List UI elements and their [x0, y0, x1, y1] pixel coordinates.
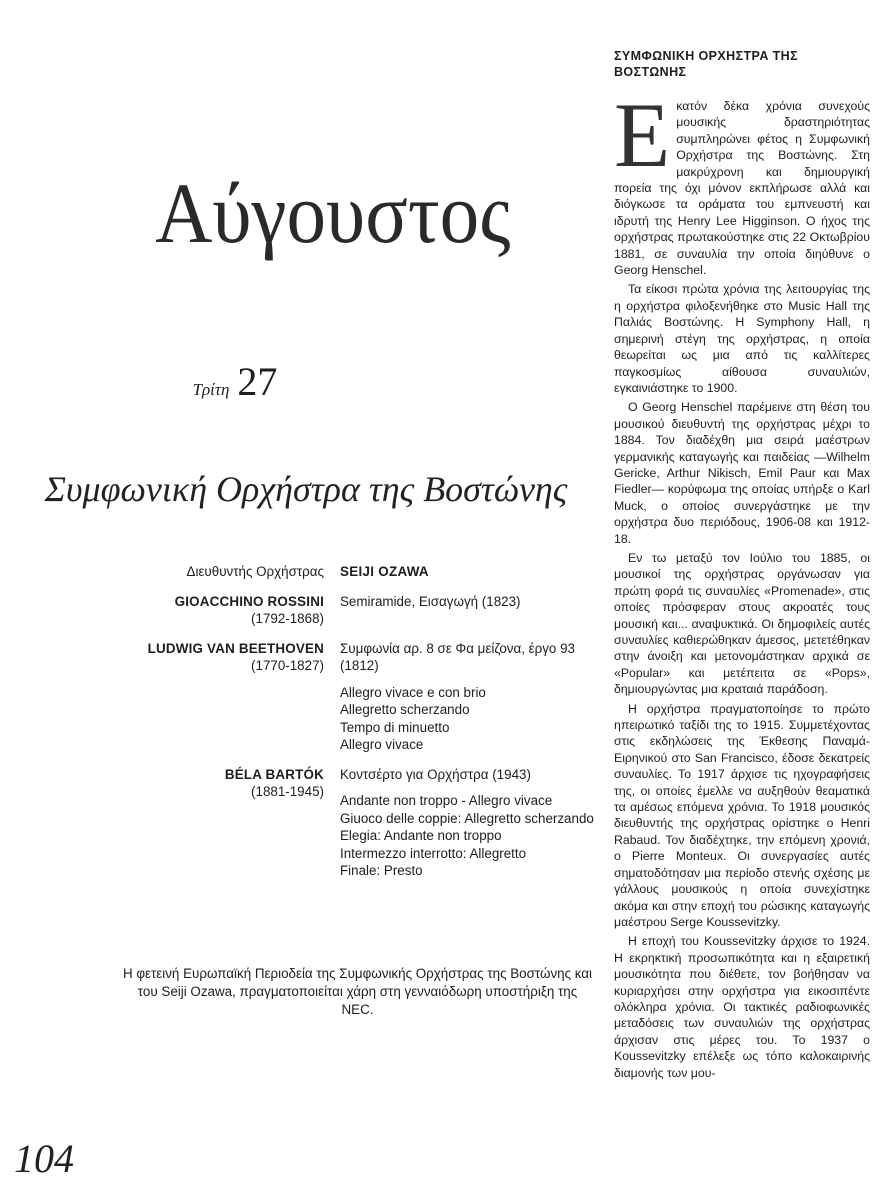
article-paragraph	[614, 84, 870, 278]
composer-dates: (1792-1868)	[251, 611, 324, 626]
movement-item: Allegro vivace	[340, 737, 424, 752]
article-title: ΣΥΜΦΩΝΙΚΗ ΟΡΧΗΣΤΡΑ ΤΗΣ ΒΟΣΤΩΝΗΣ	[614, 49, 798, 79]
article-paragraph: Η ορχήστρα πραγματοποίησε το πρώτο ηπειρωτικό ταξίδι της το 1915. Συμμετέχοντας στις εκδηλώσεις της Έκθεσης Παναμά-Ειρηνικού στο San Francisco, έδοσε δεκατρείς συναυλίες. Το 1917 άρχισε τις ηχογραφήσεις της, οι οποίες έμελλε να αυξηθούν θεαματικά τα αμέσως επόμενα χρόνια. Το 1918 μουσικός διευθυντής της ορχήστρας ορίστηκε ο Henri Rabaud. Τον διαδέχτηκε, την επόμενη χρονιά, ο Pierre Monteux. Οι συνεργασίες αυτές σηματοδότησαν μια περίοδο στενής σχέσης με γάλλους μουσικούς η οποία συνεχίστηκε ακόμα και στην εποχή του ρώσικης καταγωγής μαέστρου Serge Koussevitzky.	[614, 701, 870, 929]
conductor-row	[90, 563, 605, 581]
composer-name: LUDWIG VAN BEETHOVEN	[147, 640, 324, 656]
work-title: Semiramide, Εισαγωγή (1823)	[340, 593, 521, 609]
first-paragraph-text: κατόν δέκα χρόνια συνεχούς μουσικής δραστηριότητας συμπληρώνει φέτος η Συμφωνική Ορχήστρα της Βοστώνης. Στη μακρύχρονη και δημιουργική πορεία της όχι μόνον εκπλήρωσε αλλά και διόγκωσε τα οράματα του εμπνευστή και ιδρυτή της Henry Lee Higginson. O ήχος της ορχήστρας πρωτακούστηκε στις 22 Οκτωβρίου 1881, σε συναυλία την οποία διηύθυνε ο Georg Henschel.	[614, 99, 870, 278]
composer-dates: (1770-1827)	[251, 658, 324, 673]
movement-item: Andante non troppo - Allegro vivace	[340, 793, 553, 808]
article-paragraph: Η εποχή του Koussevitzky άρχισε το 1924. Η εκρηκτική προσωπικότητα και η εξαιρετική μουσικότητα που διέθετε, τον βοήθησαν να κυριαρχήσει στην ορχήστρα για εικοσιπέντε ολόκληρα χρόνια. Οι τακτικές ραδιοφωνικές μεταδόσεις των συναυλιών της ορχήστρας άρχισαν στις μέρες του. Το 1937 ο Koussevitzky επέλεξε ως τόπο καλοκαιρινής διαμονής των μου-	[614, 934, 870, 1080]
composer-block	[90, 640, 340, 754]
movement-list	[340, 792, 605, 880]
work-details	[340, 640, 605, 754]
composer-block	[90, 766, 340, 880]
movement-item: Allegro vivace e con brio	[340, 684, 486, 700]
weekday: Τρίτη	[192, 380, 230, 399]
work-title: Συμφωνία αρ. 8 σε Φα μείζονα, έργο 93 (1812)	[340, 640, 575, 673]
concert-title: Συμφωνική Ορχήστρα της Βοστώνης	[44, 469, 568, 509]
composer-block	[90, 593, 340, 628]
sponsor-note: Η φετεινή Ευρωπαϊκή Περιοδεία της Συμφωνικής Ορχήστρας της Βοστώνης και του Seiji Ozawa, πραγματοποιείται χάρη στη γενναιόδωρη υποστήριξη της NEC.	[122, 966, 593, 1017]
work-row	[90, 593, 605, 628]
work-details	[340, 766, 605, 880]
work-row	[90, 640, 605, 754]
conductor-name: SEIJI OZAWA	[340, 564, 429, 579]
article-column	[614, 48, 870, 1084]
article-paragraph: Τα είκοσι πρώτα χρόνια της λειτουργίας της η ορχήστρα φιλοξενήθηκε στο Music Hall της Παλιάς Βοστώνης. Η Symphony Hall, η σημερινή στέγη της ορχήστρας, η οποία θεωρείται ως μια από τις καλλίτερες παγκοσμίως αίθουσα συναυλιών, εγκαινιάστηκε το 1900.	[614, 282, 870, 395]
article-paragraph: Ο Georg Henschel παρέμεινε στη θέση του μουσικού διευθυντή της ορχήστρας μέχρι το 1884. Τον διαδέχθη μια σειρά μαέστρων γερμανικής καταγωγής και παιδείας —Wilhelm Gericke, Arthur Nikisch, Emil Paur και Max Fiedler— κορύφωμα της οποίας υπήρξε ο Karl Muck, ο οποίος συνεργάστηκε με την ορχήστρα δυο περιόδους, 1906-08 και 1912-18.	[614, 400, 870, 546]
conductor-label: Διευθυντής Ορχήστρας	[186, 564, 324, 579]
composer-dates: (1881-1945)	[251, 784, 324, 799]
article-body	[614, 84, 870, 1081]
article-paragraph: Εν τω μεταξύ τον Ιούλιο του 1885, οι μουσικοί της ορχήστρας οργάνωσαν για πρώτη φορά τις συναυλίες «Promenade», στις οποίες πρόσφεραν στους ακροατές τους μουσική και... αναψυκτικά. Οι δημοφιλείς αυτές συναυλίες καθιερώθηκαν άμεσος, μετετέθηκαν στην άνοιξη και μετονομάστηκαν αρχικά σε «Popular» και μετέπειτα σε «Pops», δημιουργώντας μια κραταιά παράδοση.	[614, 550, 870, 697]
work-details	[340, 593, 605, 628]
page-number: 104	[14, 1136, 74, 1181]
program-listing	[90, 563, 605, 880]
work-row	[90, 766, 605, 880]
movement-item: Giuoco delle coppie: Allegretto scherzando	[340, 810, 594, 826]
movement-item: Tempo di minuetto	[340, 719, 450, 735]
composer-name: BÉLA BARTÓK	[224, 766, 324, 782]
movement-item: Intermezzo interrotto: Allegretto	[340, 845, 527, 861]
movement-item: Elegia: Andante non troppo	[340, 828, 502, 843]
movement-list	[340, 684, 605, 754]
movement-item: Allegretto scherzando	[340, 702, 470, 717]
concert-date	[0, 358, 470, 405]
drop-cap: Ε	[614, 84, 671, 186]
month-heading: Αύγουστος	[155, 165, 511, 261]
day-number: 27	[237, 359, 278, 404]
movement-item: Finale: Presto	[340, 863, 423, 878]
composer-name: GIOACCHINO ROSSINI	[174, 593, 324, 609]
work-title: Κοντσέρτο για Ορχήστρα (1943)	[340, 766, 531, 782]
